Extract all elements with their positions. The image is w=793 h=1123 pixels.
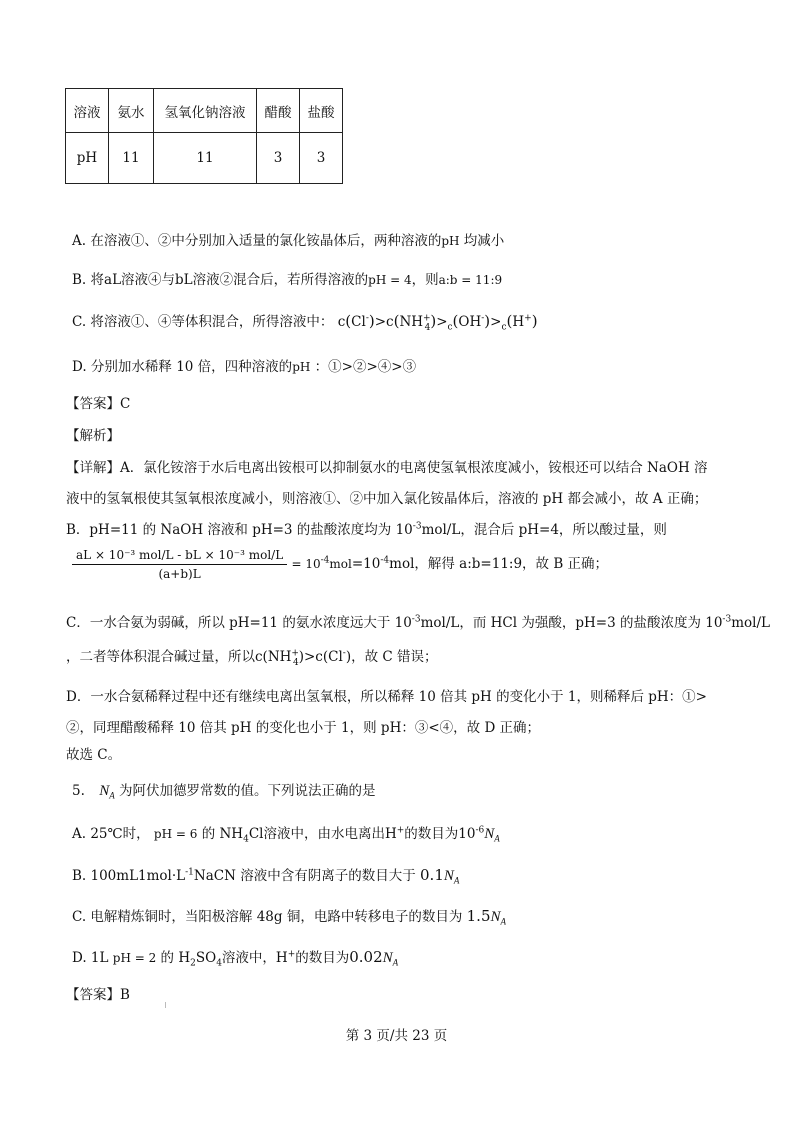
table-cell: 3 — [257, 133, 300, 184]
q4-option-d: D. 分别加水稀释 10 倍，四种溶液的pH ：①>②>④>③ — [72, 359, 417, 375]
decorative-mark — [165, 1002, 166, 1008]
table-cell: 氢氧化钠溶液 — [154, 89, 257, 133]
q5-option-c: C. 电解精炼铜时，当阳极溶解 48g 铜，电路中转移电子的数目为 $1.5N_A$ — [72, 907, 507, 927]
table-cell: 溶液 — [66, 89, 109, 133]
q4-detail-line: D．一水合氨稀释过程中还有继续电离出氢氧根，所以稀释 10 倍其 pH 的变化小于 1，则稀释后 pH：①> — [66, 689, 707, 705]
q5-option-d: D. 1L pH = 2 的 $H_2SO_4$溶液中，H+的数目为$0.02N_A$ — [72, 948, 399, 969]
q4-detail-line: C．一水合氨为弱碱，所以 pH=11 的氨水浓度远大于 $10^{-3}mol/L$，而 HCl 为强酸，pH=3 的盐酸浓度为 $10^{-3}mol/L$ — [66, 614, 770, 631]
q4-answer: 【答案】C — [66, 396, 131, 412]
ph-data-table — [65, 88, 343, 184]
page-footer: 第 3 页/共 23 页 — [345, 1028, 448, 1044]
q4-option-b: B. 将aL溶液④与bL溶液②混合后，若所得溶液的pH = 4，则a:b = 11:9 — [72, 272, 503, 288]
table-cell: 醋酸 — [257, 89, 300, 133]
table-row — [66, 133, 343, 184]
table-cell: 11 — [154, 133, 257, 184]
q5-stem: 5. $N_A$ 为阿伏加德罗常数的值。下列说法正确的是 — [72, 783, 376, 801]
ion-inequality: $c(Cl^-)>c(NH^+_4)>_c(OH^-)>_c(H^+)$ — [337, 312, 538, 333]
q4-fraction-equation: $\frac{\text{aL × 10⁻³ mol/L - bL × 10⁻³ mol/L}}{(a+b)L}$ = $10^{-4}mol=10^{-4}mol$，解得 a:b=11:9，故 B 正确； — [72, 548, 608, 581]
table-cell: 氨水 — [109, 89, 154, 133]
q4-detail-line: B．pH=11 的 NaOH 溶液和 pH=3 的盐酸浓度均为 $10^{-3}mol/L$，混合后 pH=4，所以酸过量，则 — [66, 521, 667, 538]
table-cell: pH — [66, 133, 109, 184]
q4-detail-line: 故选 C。 — [66, 747, 122, 763]
q4-option-a: A. 在溶液①、②中分别加入适量的氯化铵晶体后，两种溶液的pH 均减小 — [72, 233, 505, 249]
q4-detail-line: 液中的氢氧根使其氢氧根浓度减小，则溶液①、②中加入氯化铵晶体后，溶液的 pH 都会减小，故 A 正确； — [66, 491, 708, 507]
table-cell: 11 — [109, 133, 154, 184]
q4-detail-line: ②，同理醋酸稀释 10 倍其 pH 的变化也小于 1，则 pH：③<④，故 D 正确； — [66, 720, 541, 736]
q4-detail-line: ，二者等体积混合碱过量，所以$c(NH^+_4)>c(Cl^-)$，故 C 错误； — [66, 648, 438, 668]
table-header-row — [66, 89, 343, 133]
q4-option-c: C. 将溶液①、④等体积混合，所得溶液中： $c(Cl^-)>c(NH^+_4)>_c(OH^-)>_c(H^+)$ — [72, 312, 538, 333]
fraction: $\frac{\text{aL × 10⁻³ mol/L - bL × 10⁻³ mol/L}}{(a+b)L}$ — [72, 548, 287, 581]
q5-option-b: B. $100mL1mol\cdot L^{-1}NaCN$ 溶液中含有阴离子的数目大于 $0.1N_A$ — [72, 866, 460, 886]
q5-option-a: A. 25℃时， pH = 6 的 $NH_4Cl$溶液中，由水电离出H+的数目为$10^{-6}N_A$ — [72, 825, 500, 845]
table-cell: 3 — [300, 133, 343, 184]
q4-detail-line: 【详解】A．氯化铵溶于水后电离出铵根可以抑制氨水的电离使氢氧根浓度减小，铵根还可以结合 NaOH 溶 — [66, 460, 708, 476]
q4-analysis-label: 【解析】 — [66, 428, 120, 444]
table-cell: 盐酸 — [300, 89, 343, 133]
q5-answer: 【答案】B — [66, 987, 130, 1003]
